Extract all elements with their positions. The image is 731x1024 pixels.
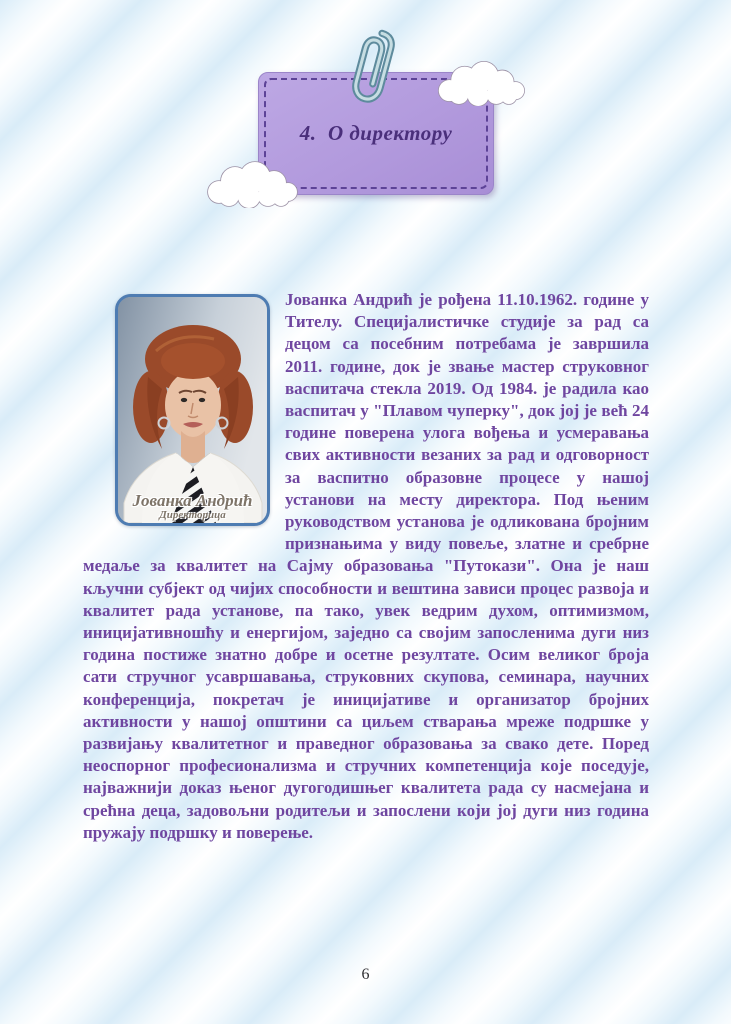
- portrait-image: [118, 297, 267, 523]
- photo-caption-role: Директорица: [159, 509, 226, 521]
- photo-caption-name: Јованка Андрић: [132, 491, 253, 510]
- page-number: 6: [361, 966, 370, 983]
- article-paragraph: Јованка Андрић је рођена 11.10.1962. године у Тителу. Специјалистичке студије за рад са децом са посебним потребама је завршила 2011. године, док је звање мастер струковног васпитача стекла 2019. Од 1984. је радила као васпитач у "Плавом чуперку", док јој је већ 24 године поверена улога вођења и усмеравања свих активности везаних за рад и одговорност за васпитно образовне процесе у нашој установи на месту директора. Под њеним руководством установа је одликована бројним признањима у виду повеље, златне и сребрне медаље за квалитет на Сајму образовања "Путокази". Она је наш кључни субјект од чијих способности и вештина зависи процес развоја и квалитет рада установе, па тако, увек ведрим духом, оптимизмом, иницијативношћу и енергијом, заједно са својим запосленима дуги низ година постиже знатно добре и осетне резултате. Осим великог броја сати стручног усавршавања, струковних скупова, семинара, научних конференција, покретач је иницијативе и организатор бројних активности у нашој општини са циљем стварања мреже подршке у развијању квалитетног и праведног образовања за свако дете. Поред неоспорног професионализма и стручних компетенција које поседује, најважнији доказ њеног дугогодишњег квалитета рада су насмејана и срећна деца, задовољни родитељи и запослени који јој дуги низ година пружају подршку и поверење.: [83, 290, 649, 842]
- director-photo: [115, 294, 270, 526]
- cloud-icon: [433, 56, 529, 106]
- photo-caption: [118, 492, 267, 521]
- article-section: [83, 289, 649, 844]
- cloud-icon: [201, 156, 303, 208]
- section-title: 4. О директору: [299, 121, 453, 145]
